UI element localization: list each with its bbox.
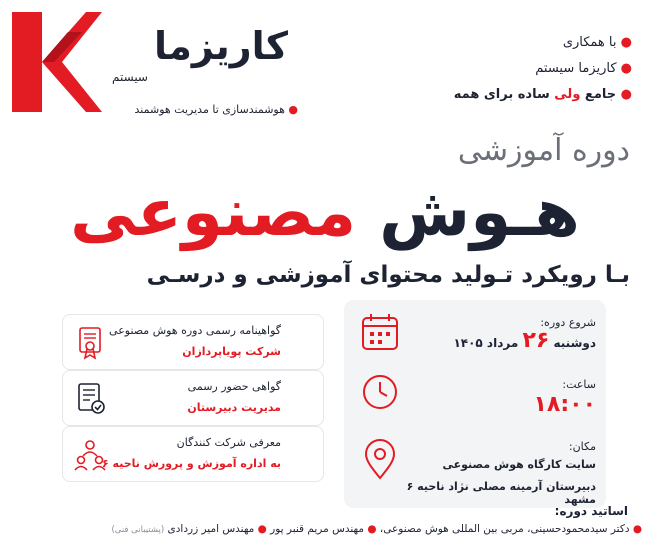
course-label: دوره آموزشی [457, 133, 630, 168]
card-introduction [62, 426, 324, 482]
card-attendance [62, 370, 324, 426]
brand-name: کاریزما [154, 24, 288, 68]
card-certificate [62, 314, 324, 370]
brand-logo-k-icon [8, 8, 104, 116]
brand-subname: سیستم [112, 70, 148, 84]
instructor-note: (پشتیبانی فنی) [111, 525, 165, 535]
instructor-item: مهندس امیر زردادی [167, 523, 255, 535]
start-label: شروع دوره: [540, 316, 596, 329]
instructor-item: دکتر سیدمحمودحسینی، مربی بین المللی هوش مصنوعی، [379, 523, 630, 535]
clock-icon [358, 370, 402, 414]
title-dark-part: هـوش [379, 174, 580, 251]
card-label: گواهینامه رسمی دوره هوش مصنوعی [109, 324, 281, 337]
instructors-title: اساتید دوره: [554, 504, 628, 518]
place-line-2: دبیرستان آرمینه مصلی نژاد ناحیه ۶ مشهد [406, 480, 596, 506]
schedule-panel [344, 300, 606, 508]
partner-line-2: ● کاریزما سیستم [535, 61, 632, 76]
brand-tagline: ● هوشمندسازی تا مدیریت هوشمند [134, 103, 298, 116]
place-label: مکان: [568, 440, 596, 453]
card-value: شرکت پویاپردازان [182, 345, 281, 358]
partner-line-1: ● با همکاری [562, 35, 632, 50]
card-value: به اداره آموزش و پرورش ناحیه ۶ [101, 457, 281, 470]
card-label: گواهی حضور رسمی [187, 380, 281, 393]
title-red-part: مصنوعی [70, 174, 357, 251]
time-label: ساعت: [562, 378, 596, 391]
partner-line-3: ● جامع ولی ساده برای همه [453, 87, 632, 102]
card-value: مدیریت دبیرستان [187, 401, 281, 414]
course-title [0, 168, 650, 258]
tagline-bullet: ● [284, 103, 298, 116]
partner-block [392, 30, 632, 108]
instructor-item: مهندس مریم قنبر پور [270, 523, 365, 535]
course-subtitle: بـا رویکرد تـولید محتوای آموزشی و درسـی [146, 262, 630, 288]
start-value: دوشنبه ۲۶ مرداد ۱۴۰۵ [453, 328, 596, 353]
place-line-1: سایت کارگاه هوش مصنوعی [442, 458, 596, 471]
time-value: ۱۸:۰۰ [533, 392, 596, 417]
card-label: معرفی شرکت کنندگان [176, 436, 281, 449]
instructors-list: ● دکتر سیدمحمودحسینی، مربی بین المللی هوش مصنوعی، ● مهندس مریم قنبر پور ● مهندس امیر زردادی (پشتیبانی فنی) [111, 523, 642, 535]
